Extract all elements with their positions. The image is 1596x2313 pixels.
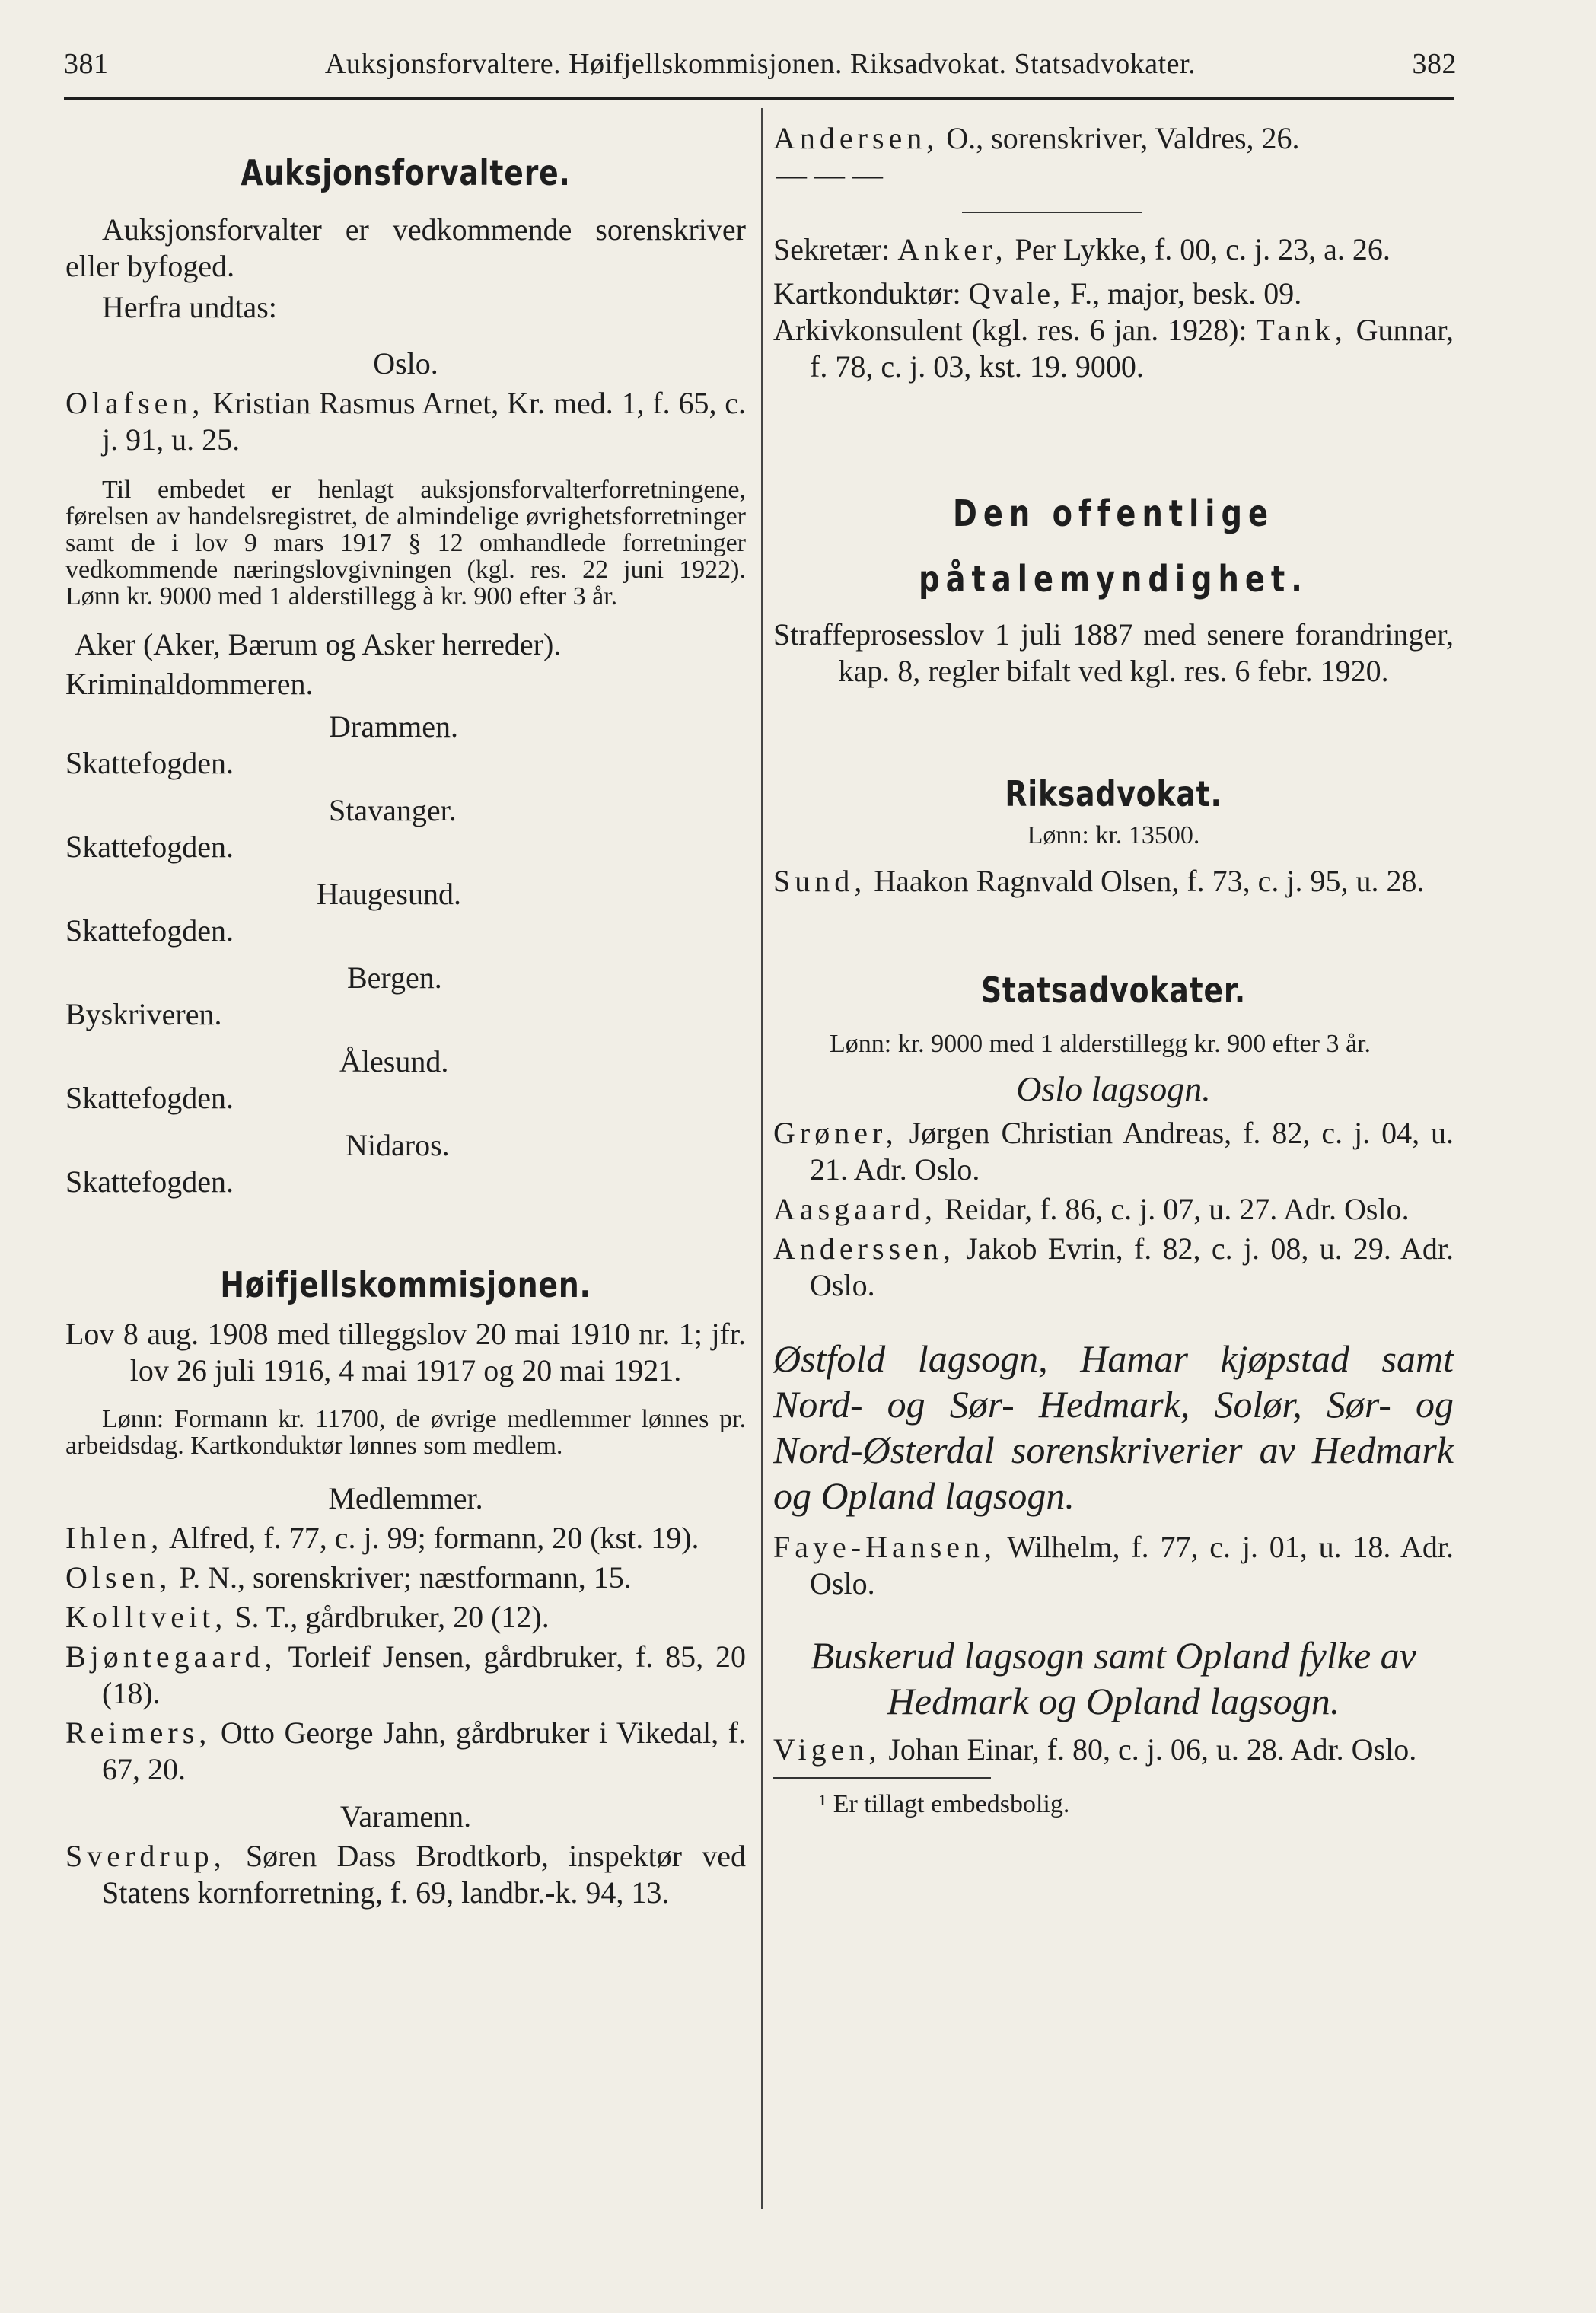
arkivkonsulent-entry <box>773 312 1454 385</box>
kart-name: Qvale, <box>968 276 1063 311</box>
list-item <box>65 1838 746 1911</box>
medlemmer-list <box>65 1520 746 1788</box>
entry-name: Anderssen, <box>773 1231 955 1266</box>
member-details: P. N., sorenskriver; næstformann, 15. <box>179 1560 632 1595</box>
entry-details: Wilhelm, f. 77, c. j. 01, u. 18. Adr. Oslo. <box>810 1530 1454 1601</box>
olafsen-name: Olafsen, <box>65 386 205 420</box>
running-head <box>64 47 1457 90</box>
arkiv-details: Gunnar, f. 78, c. j. 03, kst. 19. 9000. <box>810 313 1454 384</box>
footnote: ¹ Er tillagt embedsbolig. <box>819 1790 1070 1818</box>
oslo-lagsogn-heading: Oslo lagsogn. <box>1016 1069 1211 1108</box>
list-item <box>65 1715 746 1788</box>
entry-name: Faye-Hansen, <box>773 1530 997 1564</box>
member-name: Reimers, <box>65 1716 212 1750</box>
buskerud-lagsogn-heading: Buskerud lagsogn samt Opland fylke av Hedmark og Opland lagsogn. <box>811 1634 1416 1722</box>
sekretaer-label: Sekretær: <box>773 232 890 266</box>
list-item <box>773 1115 1454 1188</box>
hoifjell-lov: Lov 8 aug. 1908 med tilleggslov 20 mai 1910 nr. 1; jfr. lov 26 juli 1916, 4 mai 1917 og 20 mai 1921. <box>65 1317 746 1387</box>
member-name: Kolltveit, <box>65 1600 228 1634</box>
andersen-entry <box>773 120 1454 157</box>
entry-name: Grøner, <box>773 1116 898 1150</box>
entry-details: Johan Einar, f. 80, c. j. 06, u. 28. Adr. Oslo. <box>888 1732 1417 1767</box>
andersen-name: Andersen, <box>773 121 939 155</box>
entry-name: Vigen, <box>773 1732 881 1767</box>
section-rule <box>962 212 1142 213</box>
list-item <box>65 1560 746 1596</box>
header-rule <box>64 97 1454 100</box>
riksadvokat-entry <box>773 863 1454 900</box>
statsadvokater-lonn: Lønn: kr. 9000 med 1 alderstillegg kr. 900 efter 3 år. <box>830 1030 1371 1058</box>
list-item <box>65 1520 746 1556</box>
entry-details: Reidar, f. 86, c. j. 07, u. 27. Adr. Oslo. <box>945 1192 1410 1226</box>
place-office: Skattefogden. <box>65 746 234 780</box>
entry-details: Jørgen Christian Andreas, f. 82, c. j. 04, u. 21. Adr. Oslo. <box>810 1116 1454 1187</box>
sekretaer-details: Per Lykke, f. 00, c. j. 23, a. 26. <box>1015 232 1391 266</box>
arkiv-name: Tank, <box>1256 313 1347 347</box>
place-office: Skattefogden. <box>65 1164 234 1199</box>
til-embedet-note: Til embedet er henlagt auksjonsforvalterforretningene, førelsen av handelsregistret, de almindelige øvrighetsforretninger samt de i lov 9 mars 1917 § 12 omhandlede forretninger vedkommende næringslovgivningen (kgl. res. 22 juni 1922). Lønn kr. 9000 med 1 alderstillegg à kr. 900 efter 3 år. <box>65 476 746 610</box>
riks-name: Sund, <box>773 864 867 898</box>
list-item <box>773 1732 1454 1768</box>
pat-heading-line-2: påtalemyndighet. <box>919 558 1308 601</box>
list-item <box>65 1639 746 1712</box>
hoifjell-lonn: Lønn: Formann kr. 11700, de øvrige medlemmer lønnes pr. arbeidsdag. Kartkonduktør lønnes som medlem. <box>65 1405 746 1460</box>
varamann-details: Søren Dass Brodtkorb, inspektør ved Statens kornforretning, f. 69, landbr.-k. 94, 13. <box>102 1839 747 1910</box>
ostfold-lagsogn-heading: Østfold lagsogn, Hamar kjøpstad samt Nord- og Sør- Hedmark, Solør, Sør- og Nord-Østerdal sorenskriverier av Hedmark og Opland lagsogn. <box>773 1337 1454 1517</box>
andersen-details: O., sorenskriver, Valdres, 26. <box>946 121 1300 155</box>
place-name: Drammen. <box>329 709 458 744</box>
statsadvokater-heading: Statsadvokater. <box>980 970 1247 1011</box>
column-divider <box>761 108 763 2209</box>
dash-line: — — — <box>776 158 883 192</box>
kriminaldommeren: Kriminaldommeren. <box>65 667 314 701</box>
page-number-right: 382 <box>1412 48 1457 80</box>
riks-details: Haakon Ragnvald Olsen, f. 73, c. j. 95, u. 28. <box>874 864 1425 898</box>
place-name: Bergen. <box>347 961 442 995</box>
left-column <box>65 108 746 1911</box>
kart-details: F., major, besk. 09. <box>1070 276 1302 311</box>
varamenn-heading: Varamenn. <box>339 1799 472 1834</box>
auksjonsforvaltere-heading: Auksjonsforvaltere. <box>241 152 571 193</box>
member-details: Otto George Jahn, gårdbruker i Vikedal, f. 67, 20. <box>102 1716 747 1786</box>
oslo-entries <box>773 1115 1454 1304</box>
page-number-left: 381 <box>64 48 109 80</box>
auksjon-intro: Auksjonsforvalter er vedkommende sorenskriver eller byfoged. <box>65 212 746 283</box>
hoifjellskommisjonen-heading: Høifjellskommisjonen. <box>220 1264 591 1305</box>
pat-heading-line-1: Den offentlige <box>952 492 1274 535</box>
oslo-subheading: Oslo. <box>373 346 438 381</box>
varamann-name: Sverdrup, <box>65 1839 226 1873</box>
list-item <box>773 1191 1454 1228</box>
place-name: Stavanger. <box>329 793 457 827</box>
kartkonduktor-entry <box>773 276 1454 312</box>
list-item <box>773 1529 1454 1602</box>
list-item <box>773 1231 1454 1304</box>
member-details: Torleif Jensen, gårdbruker, f. 85, 20 (18). <box>102 1639 747 1710</box>
straffeprosess-text: Straffeprosesslov 1 juli 1887 med senere forandringer, kap. 8, regler bifalt ved kgl. res. 6 febr. 1920. <box>773 617 1454 688</box>
member-name: Ihlen, <box>65 1521 164 1555</box>
list-item <box>65 1599 746 1636</box>
place-office: Byskriveren. <box>65 997 222 1031</box>
arkiv-label: Arkivkonsulent (kgl. res. 6 jan. 1928): <box>773 313 1247 347</box>
right-column <box>773 108 1454 1820</box>
place-office: Skattefogden. <box>65 830 234 864</box>
entry-name: Aasgaard, <box>773 1192 938 1226</box>
sekretaer-name: Anker, <box>897 232 1008 266</box>
place-office: Skattefogden. <box>65 913 234 948</box>
place-name: Nidaros. <box>346 1128 450 1162</box>
place-name: Haugesund. <box>317 877 461 911</box>
member-details: Alfred, f. 77, c. j. 99; formann, 20 (kst. 19). <box>168 1521 699 1555</box>
patalemyndighet-heading <box>773 481 1454 612</box>
place-office: Skattefogden. <box>65 1081 234 1115</box>
footnote-rule <box>773 1777 991 1779</box>
riksadvokat-lonn: Lønn: kr. 13500. <box>1027 821 1200 849</box>
olafsen-entry <box>65 385 746 458</box>
sekretaer-entry <box>773 231 1454 268</box>
entry-details: Jakob Evrin, f. 82, c. j. 08, u. 29. Adr. Oslo. <box>810 1231 1454 1302</box>
olafsen-details: Kristian Rasmus Arnet, Kr. med. 1, f. 65, c. j. 91, u. 25. <box>102 386 747 457</box>
medlemmer-heading: Medlemmer. <box>328 1481 483 1515</box>
running-title: Auksjonsforvaltere. Høifjellskommisjonen. Riksadvokat. Statsadvokater. <box>324 48 1196 80</box>
member-name: Bjøntegaard, <box>65 1639 277 1674</box>
place-name: Ålesund. <box>339 1044 449 1078</box>
kart-label: Kartkonduktør: <box>773 276 961 311</box>
member-details: S. T., gårdbruker, 20 (12). <box>234 1600 550 1634</box>
member-name: Olsen, <box>65 1560 172 1595</box>
herfra-undtas: Herfra undtas: <box>102 290 277 324</box>
aker-line: Aker (Aker, Bærum og Asker herreder). <box>75 627 562 661</box>
riksadvokat-heading: Riksadvokat. <box>1005 773 1222 814</box>
places-list <box>65 709 746 1200</box>
